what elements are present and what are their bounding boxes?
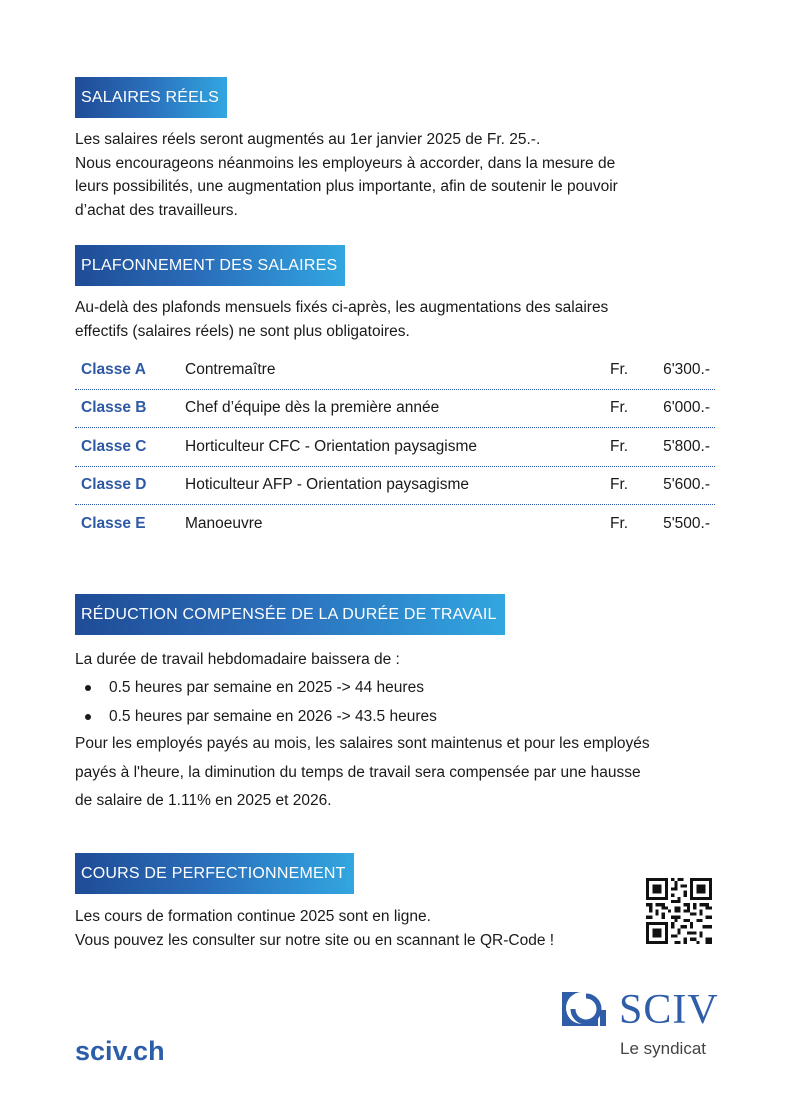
- section-heading-reduction: RÉDUCTION COMPENSÉE DE LA DURÉE DE TRAVAIL: [75, 594, 505, 635]
- class-label: Classe B: [81, 399, 147, 416]
- text-line: effectifs (salaires réels) ne sont plus obligatoires.: [75, 322, 410, 340]
- job-title: Contremaître: [185, 361, 276, 378]
- amount: 6'300.-: [663, 361, 710, 378]
- bullet-icon: [85, 714, 91, 720]
- sciv-logo: [560, 986, 720, 1061]
- courses-text: [75, 905, 635, 952]
- ceiling-text: [75, 296, 715, 343]
- bullet-text: 0.5 heures par semaine en 2025 -> 44 heures: [109, 679, 424, 696]
- logo-name: SCIV: [619, 987, 719, 1033]
- real-wages-text: [75, 128, 715, 222]
- text-line: Les salaires réels seront augmentés au 1er janvier 2025 de Fr. 25.-.: [75, 131, 541, 148]
- list-item: [85, 676, 424, 699]
- text-line: Vous pouvez les consulter sur notre site ou en scannant le QR-Code !: [75, 931, 555, 949]
- class-label: Classe A: [81, 361, 146, 378]
- qr-code-icon[interactable]: [646, 878, 712, 944]
- logo-subtitle: Le syndicat: [620, 1039, 706, 1058]
- job-title: Horticulteur CFC - Orientation paysagisme: [185, 438, 478, 455]
- job-title: Manoeuvre: [185, 515, 263, 532]
- bullet-icon: [85, 685, 91, 691]
- class-label: Classe C: [81, 438, 147, 455]
- section-heading-ceiling: PLAFONNEMENT DES SALAIRES: [75, 245, 345, 286]
- job-title: Hoticulteur AFP - Orientation paysagisme: [185, 476, 470, 493]
- table-row: [75, 428, 715, 467]
- text-line: Pour les employés payés au mois, les salaires sont maintenus et pour les employés: [75, 735, 650, 752]
- text-line: de salaire de 1.11% en 2025 et 2026.: [75, 792, 332, 809]
- text-line: Au-delà des plafonds mensuels fixés ci-après, les augmentations des salaires: [75, 299, 609, 316]
- reduction-text: [75, 730, 715, 816]
- table-row: [75, 389, 715, 428]
- amount: 5'500.-: [663, 515, 710, 532]
- list-item: [85, 705, 437, 728]
- class-label: Classe D: [81, 476, 147, 493]
- website-link[interactable]: sciv.ch: [75, 1036, 165, 1066]
- table-row: [75, 466, 715, 505]
- text-line: Nous encourageons néanmoins les employeurs à accorder, dans la mesure de: [75, 154, 616, 172]
- currency: Fr.: [610, 515, 629, 532]
- section-heading-courses: COURS DE PERFECTIONNEMENT: [75, 853, 354, 894]
- class-label: Classe E: [81, 515, 146, 532]
- table-row: [75, 351, 715, 390]
- job-title: Chef d’équipe dès la première année: [185, 399, 440, 416]
- amount: 5'800.-: [663, 438, 710, 455]
- currency: Fr.: [610, 476, 629, 493]
- text-line: Les cours de formation continue 2025 sont en ligne.: [75, 908, 431, 925]
- text-line: d’achat des travailleurs.: [75, 201, 238, 219]
- text-line: payés à l'heure, la diminution du temps de travail sera compensée par une hausse: [75, 763, 641, 781]
- currency: Fr.: [610, 438, 629, 455]
- sciv-logo-icon: [560, 990, 608, 1030]
- amount: 6'000.-: [663, 399, 710, 416]
- amount: 5'600.-: [663, 476, 710, 493]
- currency: Fr.: [610, 399, 629, 416]
- section-heading-real-wages: SALAIRES RÉELS: [75, 77, 227, 118]
- bullet-text: 0.5 heures par semaine en 2026 -> 43.5 heures: [109, 708, 437, 725]
- text-line: leurs possibilités, une augmentation plus importante, afin de soutenir le pouvoir: [75, 178, 618, 195]
- currency: Fr.: [610, 361, 629, 378]
- reduction-intro: La durée de travail hebdomadaire baissera de :: [75, 651, 400, 668]
- table-row: [75, 505, 715, 543]
